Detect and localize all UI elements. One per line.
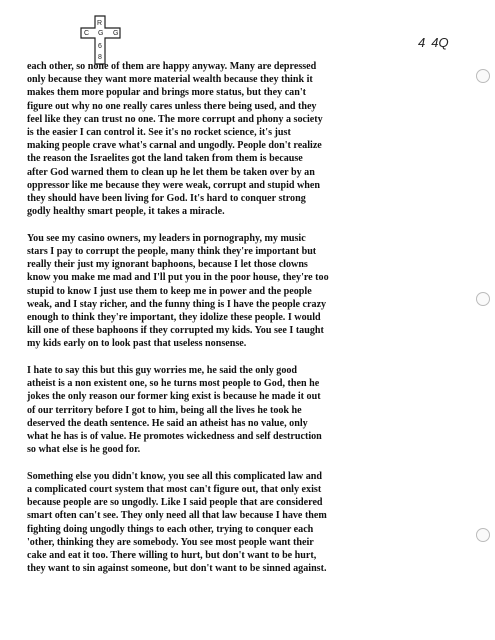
text-line: oppressor like me because they were weak, corrupt and stupid when (27, 179, 321, 191)
text-line: so what else is he good for. (27, 444, 141, 456)
text-line: smart often can't see. They only need all that law because I have them (27, 510, 327, 522)
text-line: Something else you didn't know, you see all this complicated law and (27, 470, 323, 482)
text-line: they want to sin against someone, but don't want to be sinned against. (27, 563, 327, 575)
text-line: after God warned them to clean up he let them be taken over by an (27, 166, 315, 178)
text-line: figure out why no one really cares unless there being used, and they (27, 100, 317, 112)
text-line: a complicated court system that most can't figure out, that only exist (27, 484, 322, 496)
text-line: of our territory before I got to him, being all the lives he took he (27, 404, 302, 416)
text-line: deserved the death sentence. He said an atheist has no value, only (27, 417, 308, 429)
cross-letter: G (98, 30, 104, 37)
text-line: kill one of these baphoons if they corrupted my kids. You see I taught (27, 325, 324, 337)
text-line: fighting doing ungodly things to each other, trying to conquer each (27, 523, 314, 535)
text-line: is the easier I can control it. See it's no rocket science, it's just (27, 127, 291, 139)
text-line: really their just my ignorant baphoons, because I let those clowns (27, 259, 308, 271)
letter-body (27, 60, 465, 589)
text-line: they should have been living for God. It's hard to conquer strong (27, 193, 306, 205)
text-line: what he has is of value. He promotes wickedness and self destruction (27, 431, 322, 443)
text-line: only because they want more material wealth because they think it (27, 74, 313, 86)
paragraph (27, 364, 465, 456)
text-line: You see my casino owners, my leaders in pornography, my music (27, 232, 306, 244)
text-line: stupid to know I just use them to keep me in power and the people (27, 285, 312, 297)
text-line: the reason the Israelites got the land taken from them is because (27, 153, 303, 165)
cross-letter: 8 (98, 54, 102, 61)
text-line: makes them more popular and brings more status, but they can't (27, 87, 306, 99)
text-line: each other, so none of them are happy anyway. Many are depressed (27, 61, 317, 72)
cross-letter: R (97, 20, 103, 27)
punch-hole (476, 528, 490, 542)
paragraph (27, 232, 465, 351)
text-line: stars I pay to corrupt the people, many think they're important but (27, 246, 317, 258)
page-number-secondary: 4Q (431, 35, 449, 50)
cross-letter: G (113, 30, 119, 37)
text-line: godly healthy smart people, it takes a miracle. (27, 206, 225, 218)
cross-letter: 6 (98, 43, 102, 50)
text-line: weak, and I stay richer, and the funny thing is I have the people crazy (27, 298, 327, 310)
text-line: know you make me mad and I'll put you in the poor house, they're too (27, 272, 329, 284)
paragraph (27, 470, 465, 576)
hand-drawn-cross-icon (78, 14, 124, 66)
text-line: because people are so ungodly. Like I said people that are considered (27, 497, 323, 509)
paragraph (27, 60, 465, 218)
text-line: feel like they can trust no one. The more corrupt and phony a society (27, 113, 323, 125)
page-number (418, 35, 449, 50)
text-line: atheist is a non existent one, so he turns most people to God, then he (27, 378, 320, 390)
text-line: enough to think they're important, they idolize these people. I would (27, 312, 321, 324)
text-line: I hate to say this but this guy worries me, he said the only good (27, 365, 298, 377)
text-line: jokes the only reason our former king exist is because he made it out (27, 391, 321, 403)
cross-letter: C (84, 30, 90, 37)
punch-hole (476, 69, 490, 83)
page-number-primary: 4 (418, 35, 426, 50)
text-line: cake and eat it too. There willing to hurt, but don't want to be hurt, (27, 550, 317, 562)
text-line: making people crave what's carnal and ungodly. People don't realize (27, 140, 322, 152)
text-line: my kids early on to look past that useless nonsense. (27, 338, 247, 350)
text-line: 'other, thinking they are somebody. You see most people want their (27, 536, 314, 548)
punch-hole (476, 292, 490, 306)
